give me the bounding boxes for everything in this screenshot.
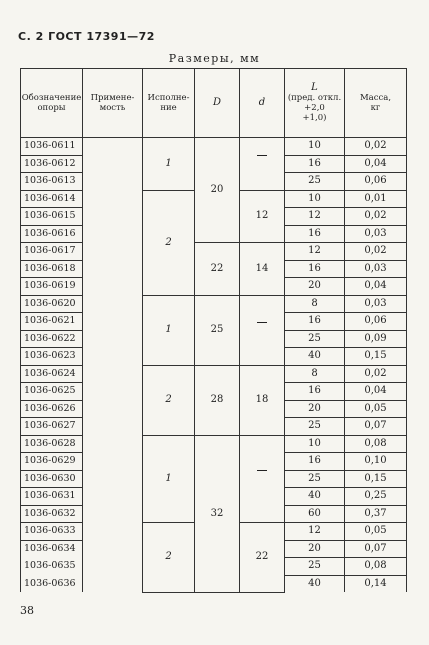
dimensions-table [20, 68, 407, 593]
mass-cell: 0,04 [345, 155, 407, 173]
mass-cell: 0,07 [345, 540, 407, 558]
length-cell: 25 [285, 330, 345, 348]
designation-cell: 1036-0613 [21, 173, 83, 191]
application-cell [83, 470, 143, 488]
length-cell: 8 [285, 365, 345, 383]
designation-cell: 1036-0620 [21, 295, 83, 313]
D-cell: 22 [195, 243, 240, 296]
header-mass: Масса, кг [345, 69, 407, 138]
header-application: Примене- мость [83, 69, 143, 138]
length-cell: 10 [285, 138, 345, 156]
length-cell: 16 [285, 313, 345, 331]
length-cell: 12 [285, 208, 345, 226]
designation-cell: 1036-0614 [21, 190, 83, 208]
length-cell: 16 [285, 383, 345, 401]
D-cell: 28 [195, 365, 240, 435]
length-cell: 16 [285, 260, 345, 278]
designation-cell: 1036-0632 [21, 505, 83, 523]
mass-cell: 0,02 [345, 365, 407, 383]
d-cell: 22 [240, 523, 285, 593]
length-cell: 16 [285, 453, 345, 471]
mass-cell: 0,15 [345, 470, 407, 488]
designation-cell: 1036-0630 [21, 470, 83, 488]
application-cell [83, 225, 143, 243]
length-cell: 25 [285, 173, 345, 191]
designation-cell: 1036-0611 [21, 138, 83, 156]
application-cell [83, 575, 143, 592]
mass-cell: 0,25 [345, 488, 407, 506]
length-cell: 40 [285, 488, 345, 506]
designation-cell: 1036-0625 [21, 383, 83, 401]
mass-cell: 0,04 [345, 383, 407, 401]
designation-cell: 1036-0624 [21, 365, 83, 383]
designation-cell: 1036-0617 [21, 243, 83, 261]
designation-cell: 1036-0619 [21, 278, 83, 296]
mass-cell: 0,08 [345, 558, 407, 576]
mass-cell: 0,06 [345, 173, 407, 191]
designation-cell: 1036-0612 [21, 155, 83, 173]
length-cell: 40 [285, 575, 345, 592]
application-cell [83, 488, 143, 506]
mass-cell: 0,05 [345, 400, 407, 418]
mass-cell: 0,07 [345, 418, 407, 436]
application-cell [83, 260, 143, 278]
application-cell [83, 540, 143, 558]
header-execution: Исполне- ние [143, 69, 195, 138]
length-cell: 20 [285, 278, 345, 296]
designation-cell: 1036-0635 [21, 558, 83, 576]
designation-cell: 1036-0634 [21, 540, 83, 558]
mass-cell: 0,06 [345, 313, 407, 331]
dash-mark [257, 470, 267, 487]
application-cell [83, 348, 143, 366]
D-cell: 25 [195, 295, 240, 365]
designation-cell: 1036-0616 [21, 225, 83, 243]
execution-cell: 1 [143, 295, 195, 365]
application-cell [83, 435, 143, 453]
length-cell: 25 [285, 470, 345, 488]
page-header: С. 2 ГОСТ 17391—72 [18, 30, 155, 43]
mass-cell: 0,10 [345, 453, 407, 471]
application-cell [83, 295, 143, 313]
D-cell: 20 [195, 138, 240, 243]
designation-cell: 1036-0626 [21, 400, 83, 418]
mass-cell: 0,05 [345, 523, 407, 541]
application-cell [83, 190, 143, 208]
dash-mark [257, 322, 267, 339]
d-cell: 12 [240, 190, 285, 243]
mass-cell: 0,03 [345, 295, 407, 313]
application-cell [83, 365, 143, 383]
application-cell [83, 243, 143, 261]
mass-cell: 0,03 [345, 260, 407, 278]
execution-cell: 1 [143, 435, 195, 523]
table-row [21, 138, 407, 156]
length-cell: 25 [285, 418, 345, 436]
header-row [21, 69, 407, 138]
designation-cell: 1036-0628 [21, 435, 83, 453]
length-cell: 12 [285, 523, 345, 541]
designation-cell: 1036-0627 [21, 418, 83, 436]
dash-mark [257, 155, 267, 172]
table-row [21, 243, 407, 261]
header-d: d [240, 69, 285, 138]
designation-cell: 1036-0623 [21, 348, 83, 366]
header-D: D [195, 69, 240, 138]
d-cell [240, 435, 285, 523]
application-cell [83, 505, 143, 523]
mass-cell: 0,15 [345, 348, 407, 366]
execution-cell: 2 [143, 365, 195, 435]
mass-cell: 0,09 [345, 330, 407, 348]
designation-cell: 1036-0618 [21, 260, 83, 278]
length-cell: 20 [285, 540, 345, 558]
d-cell [240, 295, 285, 365]
table-row [21, 365, 407, 383]
length-cell: 8 [285, 295, 345, 313]
mass-cell: 0,01 [345, 190, 407, 208]
length-cell: 25 [285, 558, 345, 576]
application-cell [83, 558, 143, 576]
mass-cell: 0,02 [345, 208, 407, 226]
table-row [21, 435, 407, 453]
length-cell: 16 [285, 155, 345, 173]
length-cell: 10 [285, 190, 345, 208]
page-number: 38 [20, 604, 34, 617]
application-cell [83, 208, 143, 226]
length-cell: 16 [285, 225, 345, 243]
mass-cell: 0,02 [345, 243, 407, 261]
length-cell: 20 [285, 400, 345, 418]
application-cell [83, 330, 143, 348]
application-cell [83, 313, 143, 331]
length-cell: 40 [285, 348, 345, 366]
execution-cell: 2 [143, 190, 195, 295]
mass-cell: 0,37 [345, 505, 407, 523]
d-cell [240, 138, 285, 191]
execution-cell: 2 [143, 523, 195, 593]
length-cell: 12 [285, 243, 345, 261]
header-designation: Обозначение опоры [21, 69, 83, 138]
mass-cell: 0,04 [345, 278, 407, 296]
designation-cell: 1036-0631 [21, 488, 83, 506]
application-cell [83, 278, 143, 296]
designation-cell: 1036-0615 [21, 208, 83, 226]
table-caption: Размеры, мм [168, 52, 261, 65]
D-cell: 32 [195, 435, 240, 592]
designation-cell: 1036-0622 [21, 330, 83, 348]
mass-cell: 0,08 [345, 435, 407, 453]
designation-cell: 1036-0633 [21, 523, 83, 541]
application-cell [83, 383, 143, 401]
designation-cell: 1036-0636 [21, 575, 83, 592]
application-cell [83, 138, 143, 156]
d-cell: 14 [240, 243, 285, 296]
designation-cell: 1036-0621 [21, 313, 83, 331]
header-L: L (пред. откл. +2,0 +1,0) [285, 69, 345, 138]
application-cell [83, 400, 143, 418]
mass-cell: 0,03 [345, 225, 407, 243]
mass-cell: 0,02 [345, 138, 407, 156]
length-cell: 10 [285, 435, 345, 453]
execution-cell: 1 [143, 138, 195, 191]
application-cell [83, 453, 143, 471]
application-cell [83, 523, 143, 541]
length-cell: 60 [285, 505, 345, 523]
designation-cell: 1036-0629 [21, 453, 83, 471]
application-cell [83, 155, 143, 173]
table-row [21, 295, 407, 313]
mass-cell: 0,14 [345, 575, 407, 592]
application-cell [83, 418, 143, 436]
d-cell: 18 [240, 365, 285, 435]
application-cell [83, 173, 143, 191]
